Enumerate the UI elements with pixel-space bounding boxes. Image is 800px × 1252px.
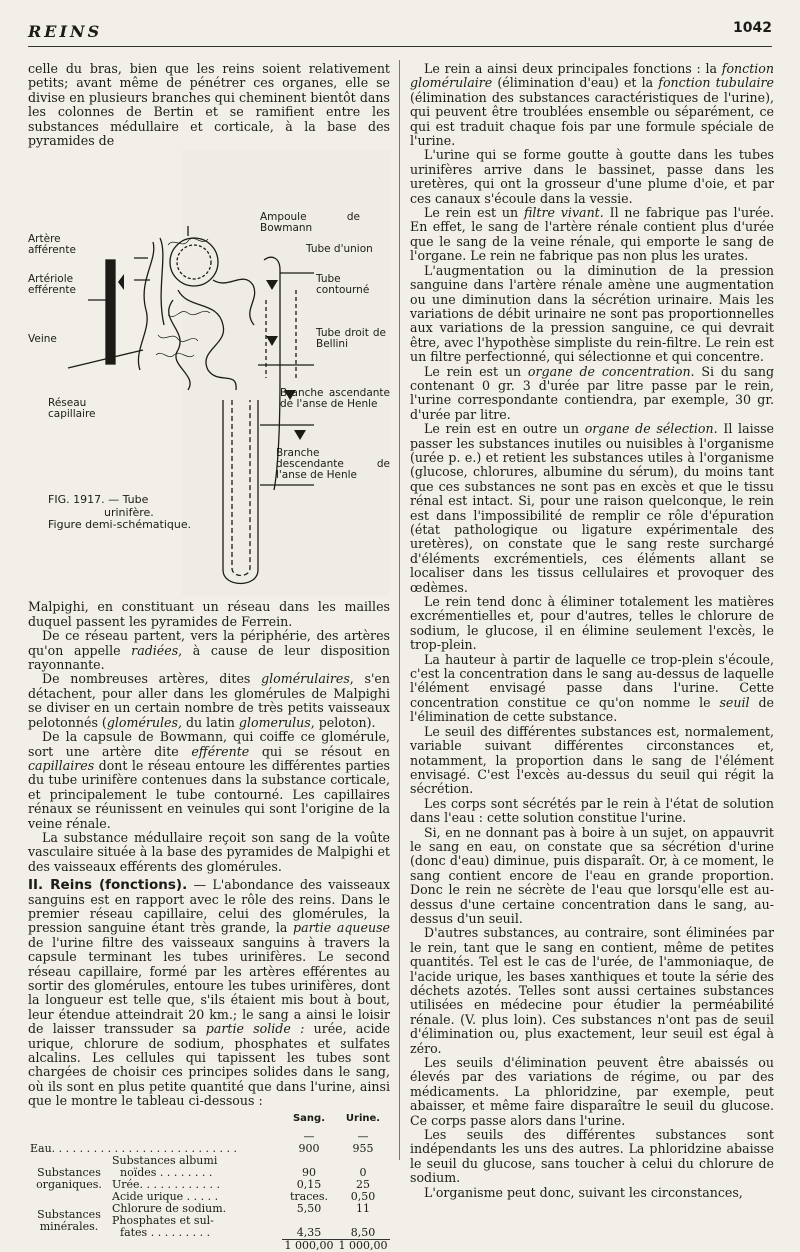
col-header-urine: Urine. — [345, 1112, 381, 1124]
page-header — [28, 22, 772, 47]
composition-table: Sang. Urine. — — Eau. . . . . . . . . . . . . . . . . . . . . . . . . . . 900 955 Substances organiques. Substances albumi noïdes . . . . . . . . 90 0 Urée. . . . . . . . . . . . 0,15 25 Acide urique . . . . . traces. 0,50 Substances minérales. Chlorure de sodium. 5,50 11 Phosphates et sul- fates . . . . . . . . . 4,35 8,50 1 000,00 1 000,00 — [28, 1113, 390, 1252]
veine-shape — [106, 260, 115, 364]
paragraph: Le rein a ainsi deux principales fonctions : la fonction glomérulaire (élimination d'eau) et la fonction tubulaire (élimination des substances caractéristiques de l'urine), qui peuvent être troublées ensemble ou séparément, ce qui est traduit chaque fois par une formule spéciale de l'urine. — [410, 61, 775, 149]
paragraph: De nombreuses artères, dites glomérulaires, s'en détachent, pour aller dans les glomérules de Malpighi se diviser en un certain nombre de très petits vaisseaux pelotonnés (glomérules, du latin glomerulus, peloton). — [28, 671, 390, 730]
paragraph: La substance médullaire reçoit son sang de la voûte vasculaire située à la base des pyramides de Malpighi et des vaisseaux efférents des glomérules. — [28, 829, 390, 874]
label-reseau-capillaire: Réseau capillaire — [48, 397, 96, 421]
table-total-row: 1 000,00 1 000,00 — [28, 1239, 390, 1252]
caption-line-2: urinifère. — [104, 505, 154, 519]
paragraph: Le rein est un filtre vivant. Il ne fabrique pas l'urée. En effet, le sang de l'artère rénale contient plus d'urée que le sang de la veine rénale, qui emporte le sang de l'organe. Le rein ne fabrique pas non plus les urates. — [410, 205, 774, 264]
table-row: Phosphates et sul- — [112, 1213, 214, 1227]
group-label: Substances minérales. — [37, 1207, 101, 1233]
table-row: Substances minérales. Chlorure de sodium. 5,50 11 — [28, 1203, 390, 1215]
paragraph: Malpighi, en constituant un réseau dans les mailles duquel passent les pyramides de Ferrein. — [28, 599, 390, 629]
paragraph: Le rein tend donc à éliminer totalement les matières excrémentielles et, pour d'autres, telles le chlorure de sodium, le glucose, il en élimine seulement l'excès, le trop-plein. — [410, 594, 774, 653]
paragraph: De ce réseau partent, vers la périphérie, des artères qu'on appelle radiées, à cause de leur disposition rayonnante. — [28, 628, 390, 673]
paragraph: D'autres substances, au contraire, sont éliminées par le rein, tant que le sang en contient, même de petites quantités. Tel est le cas de l'urée, de l'ammoniaque, de l'acide urique, les bases xanthiques et toute la série des déchets azotés. Telles sont aussi certaines substances utilisées en médecine pour étudier la perméabilité rénale. (V. plus loin). Ces substances n'ont pas de seuil d'élimination ou, plus exactement, leur seuil est égal à zéro. — [410, 925, 774, 1056]
left-column: celle du bras, bien que les reins soient relativement petits; avant même de pénétrer ces organes, elle se divise en plusieurs branches qui cheminent bientôt dans les colonnes de Bertin et se ramifient entre les substances médullaire et corticale, à la base des pyramides de Ampoule de Bowmann Tube d'union Artère afférente Artériole efférente Tube contourné Tube droit de Bellini Veine Branche ascendante de l'anse de Henle Réseau capillaire Branche descendante de l'anse de Henle FIG. 1917. — Tube urinifère. Figure demi-schématique. Malpighi, en constituant un réseau dans les mailles duquel passent les pyramides de Ferrein. De ce réseau partent, vers la périphérie, des artères qu'on appelle radiées, à cause de leur disposition rayonnante. De nombreuses artères, dites glomérulaires, s'en détachent, pour aller dans les glomérules de Malpighi se diviser en un certain nombre de très petits vaisseaux pelotonnés (glomérules, du latin glomerulus, peloton). De la capsule de Bowmann, qui coiffe ce glomérule, sort une artère dite efférente qui se résout en capillaires dont le réseau entoure les différentes parties du tube urinifère contenues dans la substance corticale, et principalement le tube contourné. Les capillaires rénaux se réunissent en veinules qui sont l'origine de la veine rénale. La substance médullaire reçoit son sang de la voûte vasculaire située à la base des pyramides de Malpighi et des vaisseaux efférents des glomérules. II. Reins (fonctions). — L'abondance des vaisseaux sanguins est en rapport avec le rôle des reins. Dans le premier réseau capillaire, celui des glomérules, la pression sanguine étant très grande, la partie aqueuse de l'urine filtre des vaisseaux sanguins à travers la capsule terminant les tubes urinifères. Le second réseau capillaire, formé par les artères efférentes au sortir des glomérules, entoure les tubes urinifères, dont la longueur est telle que, s'ils étaient mis bout à bout, leur étendue atteindrait 20 km.; le sang a ainsi le loisir de laisser transsuder sa partie solide : urée, acide urique, chlorure de sodium, phosphates et sulfates alcalins. Les cellules qui tapissent les tubes sont chargées de choisir ces principes solides dans le sang, où ils sont en plus petite quantité que dans l'urine, ainsi que le montre le tableau ci-dessous : Sang. Urine. — — Eau. . . . . . . . . . . . . . . . . . . . . . . . . . . 900 955 Substances organiques. Substances albumi noïdes . . . . . . . . 90 0 Urée. . . . . . . . . . . . 0,15 25 Acide urique . . . . . traces. 0,50 Substances minérales. Chlorure de sodium. 5,50 11 Phosphates et sul- fates . . . . . . . . . 4,35 8,50 1 000,00 1 000,00 — [28, 62, 390, 1252]
label-artere-afferente: Artère afférente — [28, 233, 76, 257]
paragraph: Le rein est en outre un organe de sélection. Il laisse passer les substances inutiles ou nuisibles à l'organisme (urée p. e.) et retient les substances utiles à l'organisme (glucose, chlorures, albumine du sérum), du moins tant que ces substances ne sont pas en excès et que le tissu rénal est intact. Si, pour une raison quelconque, le rein est dans l'impossibilité de remplir ce rôle d'épuration (état pathologique ou ligature expérimentale des uretères), on constate que le sang reste surchargé d'éléments excrémentiels, ces éléments allant se localiser dans les tissus cellulaires et provoquer des œdèmes. — [410, 421, 774, 595]
label-tube-union: Tube d'union — [306, 243, 373, 256]
table-row: Acide urique . . . . . traces. 0,50 — [112, 1189, 376, 1203]
label-branche-ascendante: Branche ascendante de l'anse de Henle — [280, 387, 390, 411]
paragraph: Les corps sont sécrétés par le rein à l'état de solution dans l'eau : cette solution constitue l'urine. — [410, 795, 774, 826]
label-ampoule: Ampoule de Bowmann — [260, 211, 360, 235]
column-divider — [399, 60, 400, 1160]
paragraph: L'organisme peut donc, suivant les circonstances, — [424, 1184, 743, 1200]
paragraph: L'urine qui se forme goutte à goutte dans les tubes urinifères arrive dans le bassinet, passe dans les uretères, qui ont la grosseur d'une plume d'oie, et par ces canaux s'écoule dans la vessie. — [410, 147, 774, 206]
paragraph: celle du bras, bien que les reins soient relativement petits; avant même de pénétrer ces organes, elle se divise en plusieurs branches qui cheminent bientôt dans les colonnes de Bertin et se ramifient entre les substances médullaire et corticale, à la base des pyramides de — [28, 61, 390, 149]
caption-line-3: Figure demi-schématique. — [48, 518, 192, 532]
table-row: fates . . . . . . . . . 4,35 8,50 — [120, 1225, 376, 1239]
flow-arrow — [118, 274, 124, 290]
paragraph: Le seuil des différentes substances est, normalement, variable suivant différentes circonstances et, notamment, la proportion dans le sang de l'élément envisagé. C'est l'excès au-dessus du seuil qui régit la sécrétion. — [410, 723, 774, 797]
paragraph: Les seuils d'élimination peuvent être abaissés ou élevés par des variations de régime, ou par des médicaments. La phloridzine, par exemple, peut abaisser, et même faire disparaître le seuil du glucose. Ce corps passe alors dans l'urine. — [410, 1055, 774, 1128]
label-veine: Veine — [28, 333, 57, 346]
page-number: 1042 — [733, 20, 772, 36]
paragraph: Les seuils des différentes substances sont indépendants les uns des autres. La phloridzine abaisse le seuil du glucose, sans toucher à celui du chlorure de sodium. — [410, 1127, 774, 1186]
paragraph: Si, en ne donnant pas à boire à un sujet, on appauvrit le sang en eau, on constate que sa sécrétion d'urine (donc d'eau) diminue, puis disparaît. Or, à ce moment, le sang contient encore de l'eau en grande proportion. Donc le rein ne sécrète de l'eau que lorsqu'elle est au-dessus d'une certaine concentration dans le sang, au-dessus d'un seuil. — [410, 824, 774, 926]
paragraph: L'augmentation ou la diminution de la pression sanguine dans l'artère rénale amène une augmentation ou une diminution dans la sécrétion urinaire. Mais les variations de débit urinaire ne sont pas proportionnelles aux variations de la pression sanguine, ce qui devrait être, avec l'hypothèse simpliste du rein-filtre. Le rein est un filtre perfectionné, qui sélectionne et qui concentre. — [410, 262, 774, 365]
paragraph: La hauteur à partir de laquelle ce trop-plein s'écoule, c'est la concentration dans le sang au-dessus de laquelle l'élément envisagé passe dans l'urine. Cette concentration constitue ce qu'on nomme le seuil de l'élimination de cette substance. — [410, 651, 774, 725]
figure-tube-urinifere — [28, 150, 390, 596]
group-label: Substances organiques. — [36, 1165, 102, 1191]
label-tube-contourne: Tube contourné — [316, 273, 370, 297]
table-row: noïdes . . . . . . . . 90 0 — [120, 1165, 367, 1179]
label-arteriole-efferente: Artériole efférente — [28, 273, 76, 297]
table-row: Urée. . . . . . . . . . . . 0,15 25 — [112, 1177, 370, 1191]
col-header-sang: Sang. — [292, 1112, 326, 1124]
figure-caption — [48, 494, 218, 532]
paragraph: De la capsule de Bowmann, qui coiffe ce glomérule, sort une artère dite efférente qui se résout en capillaires dont le réseau entoure les différentes parties du tube urinifère contenues dans la substance corticale, et principalement le tube contourné. Les capillaires rénaux se réunissent en veinules qui sont l'origine de la veine rénale. — [28, 729, 390, 831]
label-tube-droit: Tube droit de Bellini — [316, 327, 386, 351]
caption-line-1: FIG. 1917. — Tube — [48, 493, 149, 507]
paragraph: Le rein est un organe de concentration. Si du sang contenant 0 gr. 3 d'urée par litre passe par le rein, l'urine correspondante contiendra, par exemple, 30 gr. d'urée par litre. — [410, 363, 775, 422]
right-column — [410, 62, 774, 1200]
table-row: Eau. . . . . . . . . . . . . . . . . . . . . . . . . . . 900 955 — [30, 1141, 374, 1155]
label-branche-descendante: Branche descendante de l'anse de Henle — [276, 447, 390, 482]
table-row: Substances organiques. Substances albumi — [28, 1155, 390, 1167]
section-heading: II. Reins (fonctions). — [28, 877, 188, 894]
running-title: REINS — [28, 22, 103, 41]
